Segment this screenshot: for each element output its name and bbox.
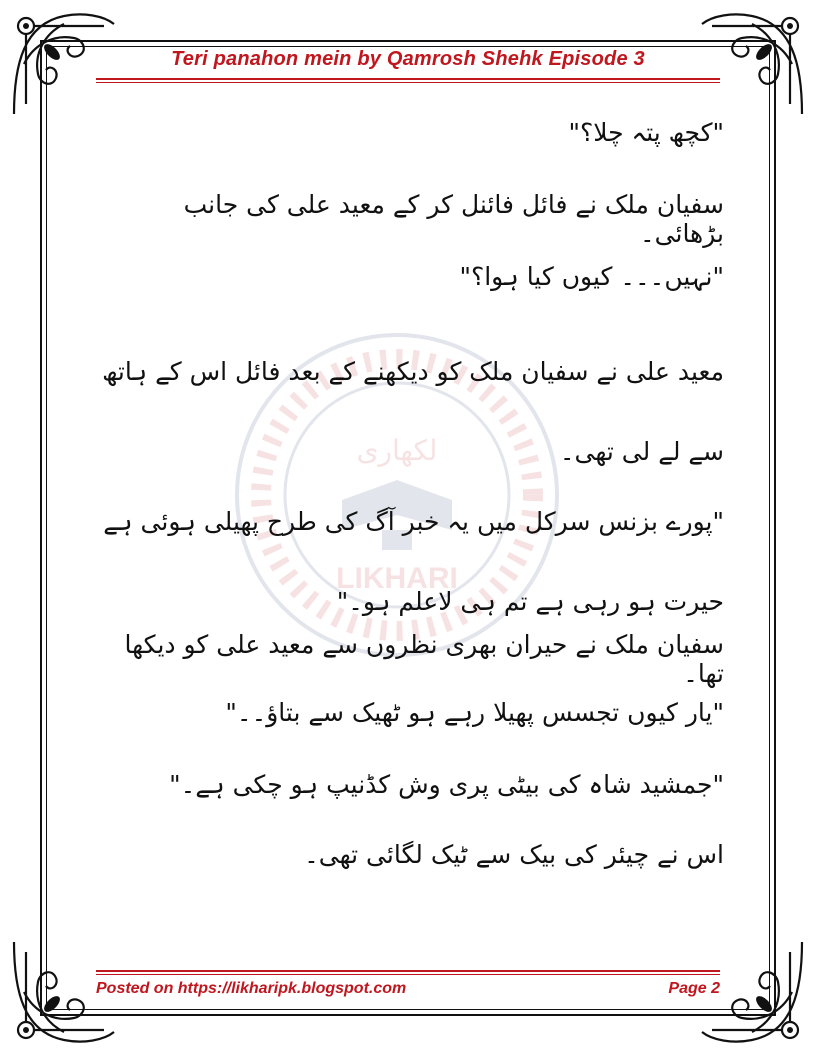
story-paragraph: "نہیں۔۔۔ کیوں کیا ہوا؟" [459,262,724,291]
svg-text:LIKHARI: LIKHARI [336,562,458,595]
footer-page-number: Page 2 [668,980,720,997]
story-paragraph: سفیان ملک نے حیران بھری نظروں سے معید علی کو دیکھا تھا۔ [124,630,724,688]
story-paragraph: "یار کیوں تجسس پھیلا رہے ہو ٹھیک سے بتاؤ۔۔" [225,698,724,727]
page-header-title: Teri panahon mein by Qamrosh Shehk Episode 3 [171,48,645,70]
story-paragraph: سفیان ملک نے فائل فائنل کر کے معید علی کی جانب بڑھائی۔ [183,190,724,248]
story-paragraph: "پورے بزنس سرکل میں یہ خبر آگ کی طرح پھیلی ہوئی ہے حیرت ہو رہی ہے تم ہی لاعلم ہو۔" [103,507,724,616]
svg-text:لکھاری: لکھاری [356,434,438,467]
story-paragraph: "کچھ پتہ چلا؟" [568,118,724,147]
story-paragraph: اس نے چیئر کی بیک سے ٹیک لگائی تھی۔ [304,840,724,869]
footer-divider [96,970,720,975]
story-paragraph: معید علی نے سفیان ملک کو دیکھنے کے بعد فائل اس کے ہاتھ سے لے لی تھی۔ [102,357,724,466]
story-paragraph: "جمشید شاہ کی بیٹی پری وش کڈنیپ ہو چکی ہے۔" [169,770,724,799]
footer-posted-on-link[interactable]: Posted on https://likharipk.blogspot.com [96,980,407,997]
header-divider [96,78,720,83]
